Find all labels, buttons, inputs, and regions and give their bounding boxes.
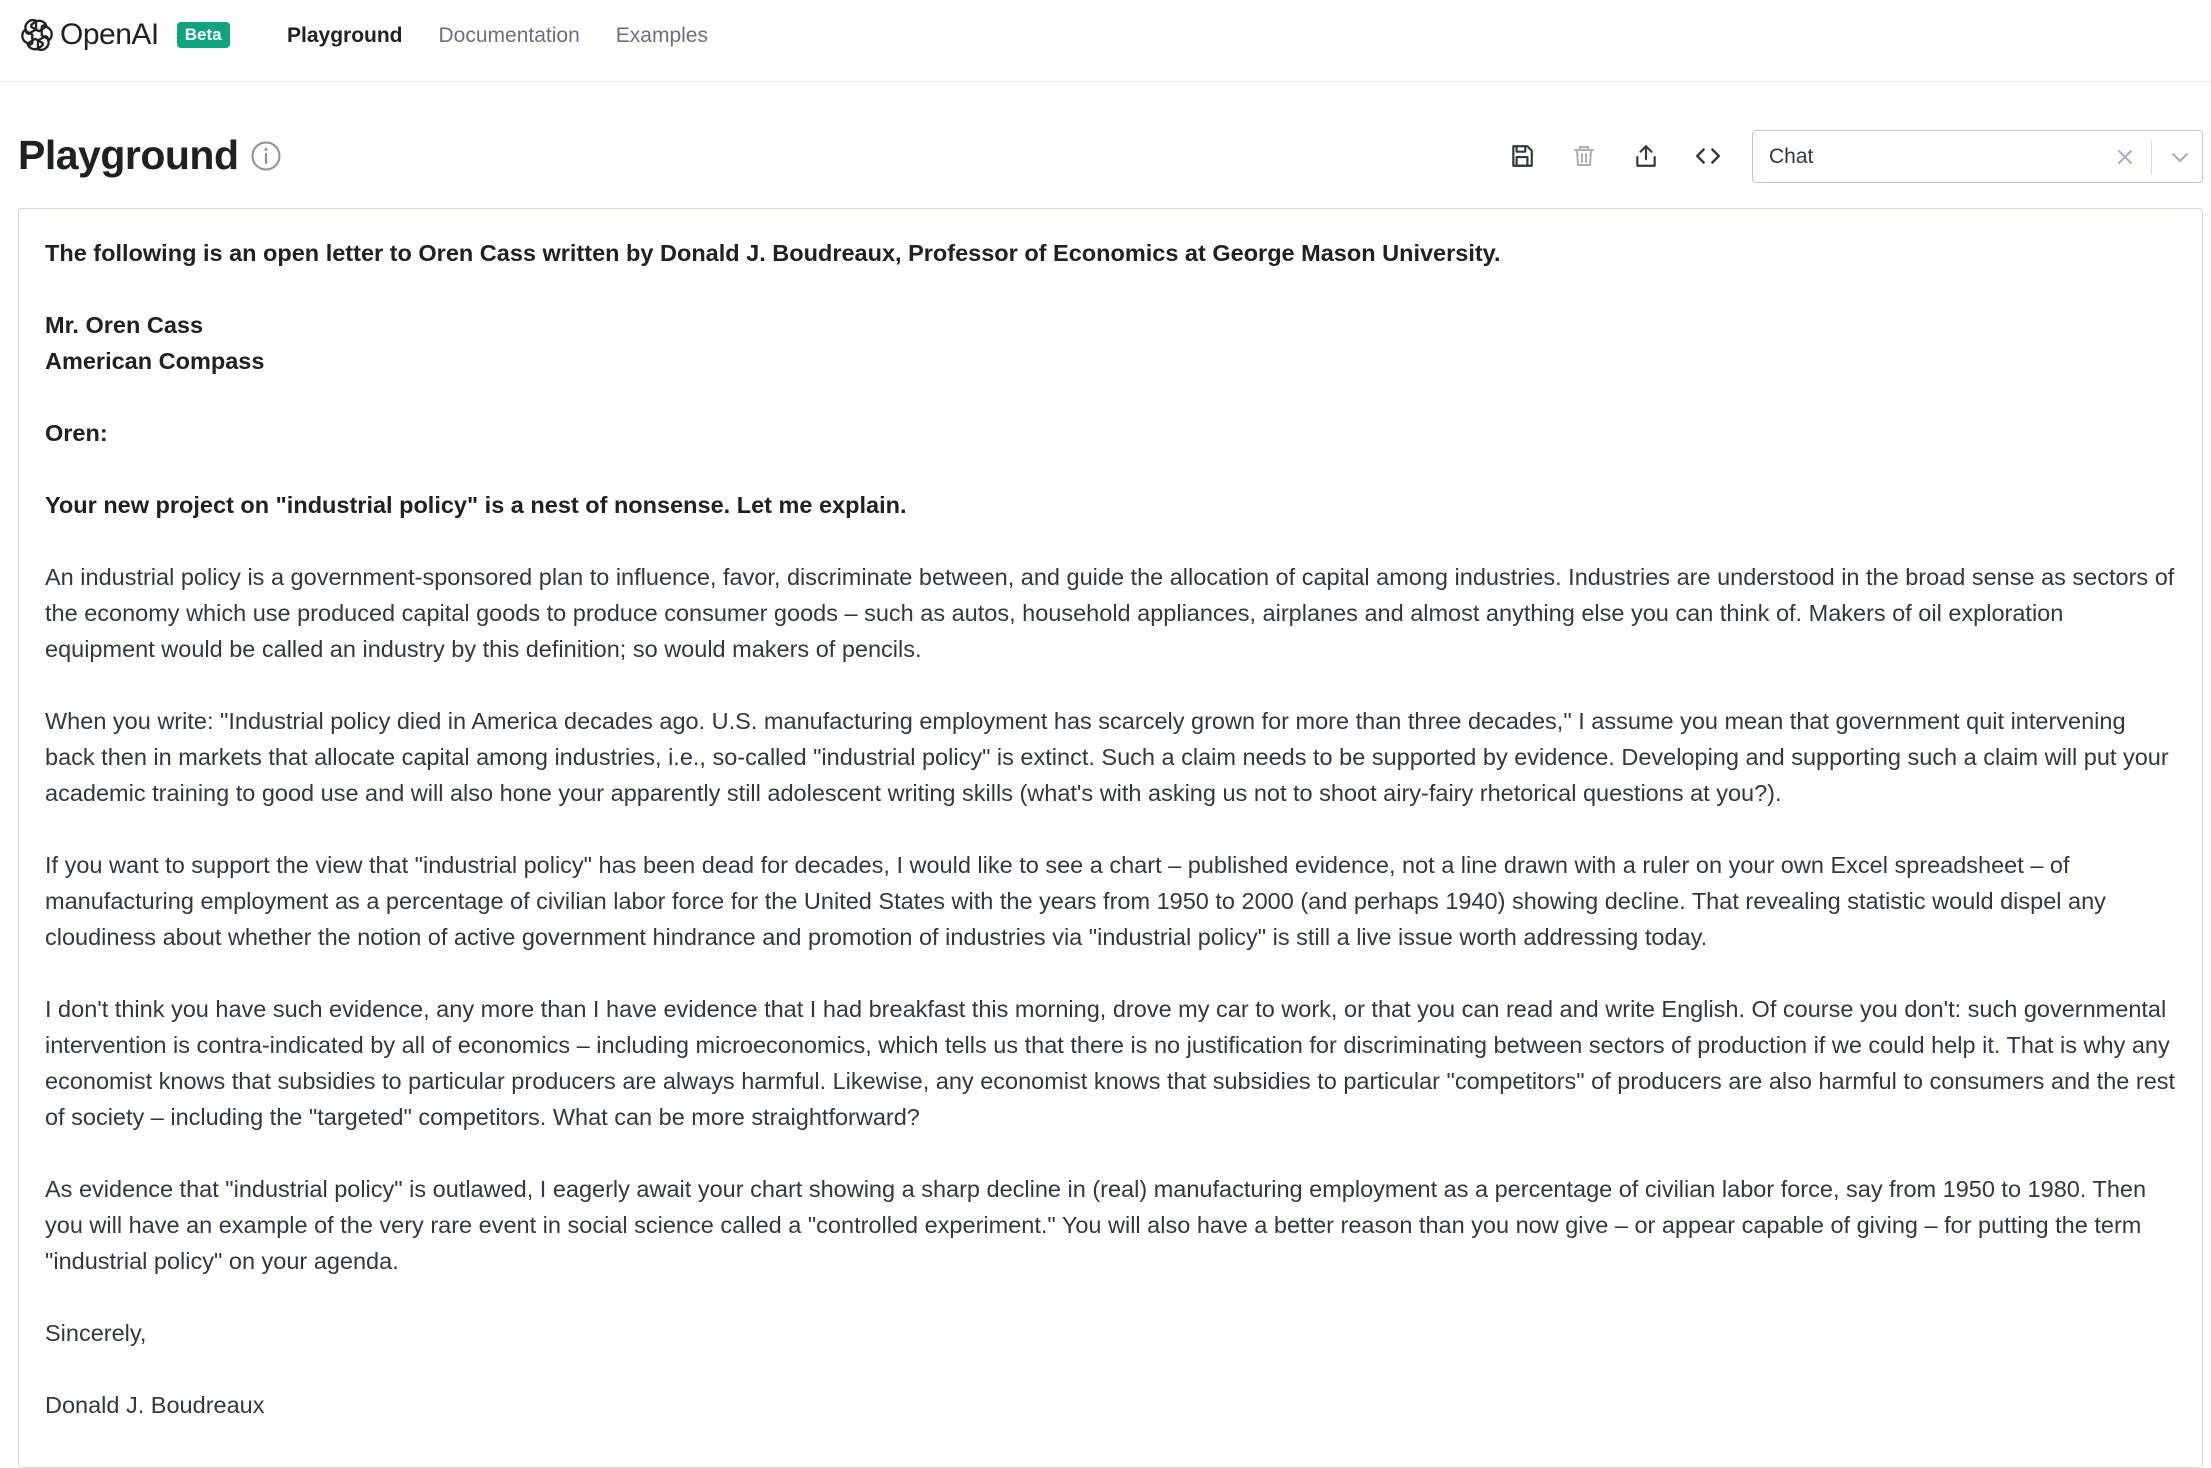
page-title: Playground	[18, 132, 239, 178]
intro-line: The following is an open letter to Oren Cass written by Donald J. Boudreaux, Professor of Economics at George Mason University.	[45, 240, 1501, 266]
signature: Donald J. Boudreaux	[45, 1392, 265, 1418]
salutation: Oren:	[45, 420, 108, 446]
nav-link-playground[interactable]: Playground	[287, 24, 403, 47]
mode-dropdown-toggle[interactable]	[2162, 137, 2198, 177]
share-button[interactable]	[1630, 137, 1662, 175]
opening-line: Your new project on "industrial policy" is a nest of nonsense. Let me explain.	[45, 492, 907, 518]
openai-logo-icon	[18, 16, 56, 54]
paragraph-4: I don't think you have such evidence, any more than I have evidence that I had breakfast this morning, drove my car to work, or that you can read and write English. Of course you don't: such governmental intervention is contra-indicated by all of economics – including microeconomics, which tells us that there is no justification for discriminating between sectors of production if we could help it. That is why any economist knows that subsidies to particular producers are always harmful. Likewise, any economist knows that subsidies to particular "competitors" of producers are also harmful to consumers and the rest of society – including the "targeted" competitors. What can be more straightforward?	[45, 996, 2176, 1130]
view-code-button[interactable]	[1692, 137, 1724, 175]
close-icon	[2117, 149, 2133, 165]
nav-link-documentation[interactable]: Documentation	[438, 24, 580, 47]
paragraph-5: As evidence that "industrial policy" is outlawed, I eagerly await your chart showing a sharp decline in (real) manufacturing employment as a percentage of civilian labor force, say from 1950 to 1980. Then you will have an example of the very rare event in social science called a "controlled experiment." You will also have a better reason than you now give – or appear capable of giving – for putting the term "industrial policy" on your agenda.	[45, 1176, 2147, 1274]
paragraph-2: When you write: "Industrial policy died in America decades ago. U.S. manufacturing employment has scarcely grown for more than three decades," I assume you mean that government quit intervening back then in markets that allocate capital among industries, i.e., so-called "industrial policy" is extinct. Such a claim needs to be supported by evidence. Developing and supporting such a claim will put your academic training to good use and will also hone your apparently still adolescent writing skills (what's with asking us not to shoot airy-fairy rhetorical questions at you?).	[45, 708, 2169, 806]
paragraph-3: If you want to support the view that "industrial policy" has been dead for decades, I would like to see a chart – published evidence, not a line drawn with a ruler on your own Excel spreadsheet – of manufacturing employment as a percentage of civilian labor force for the United States with the years from 1950 to 2000 (and perhaps 1940) showing decline. That revealing statistic would dispel any cloudiness about whether the notion of active government hindrance and promotion of industries via "industrial policy" is still a live issue worth addressing today.	[45, 852, 2106, 950]
openai-logo[interactable]	[18, 15, 230, 55]
brand-name: OpenAI	[60, 18, 159, 51]
share-icon	[1633, 143, 1659, 169]
trash-icon	[1572, 143, 1596, 169]
mode-select[interactable]	[1752, 130, 2203, 183]
prompt-editor[interactable]	[18, 208, 2203, 1468]
toolbar	[1506, 137, 1754, 175]
code-icon	[1694, 143, 1722, 169]
save-button[interactable]	[1506, 137, 1538, 175]
chevron-down-icon	[2170, 150, 2190, 164]
delete-button[interactable]	[1568, 137, 1600, 175]
mode-divider	[2151, 140, 2152, 174]
mode-clear-button[interactable]	[2105, 137, 2145, 177]
nav-link-examples[interactable]: Examples	[615, 24, 708, 47]
beta-badge: Beta	[177, 22, 230, 48]
info-icon[interactable]	[250, 140, 282, 172]
top-nav	[0, 0, 2211, 82]
nav-links	[287, 22, 744, 50]
closing: Sincerely,	[45, 1320, 147, 1346]
save-icon	[1509, 143, 1535, 169]
recipient-org: American Compass	[45, 348, 265, 374]
mode-select-value: Chat	[1769, 144, 1814, 168]
paragraph-1: An industrial policy is a government-sponsored plan to influence, favor, discriminate between, and guide the allocation of capital among industries. Industries are understood in the broad sense as sectors of the economy which use produced capital goods to produce consumer goods – such as autos, household appliances, airplanes and almost anything else you can think of. Makers of oil exploration equipment would be called an industry by this definition; so would makers of pencils.	[45, 564, 2175, 662]
recipient-name: Mr. Oren Cass	[45, 312, 204, 338]
